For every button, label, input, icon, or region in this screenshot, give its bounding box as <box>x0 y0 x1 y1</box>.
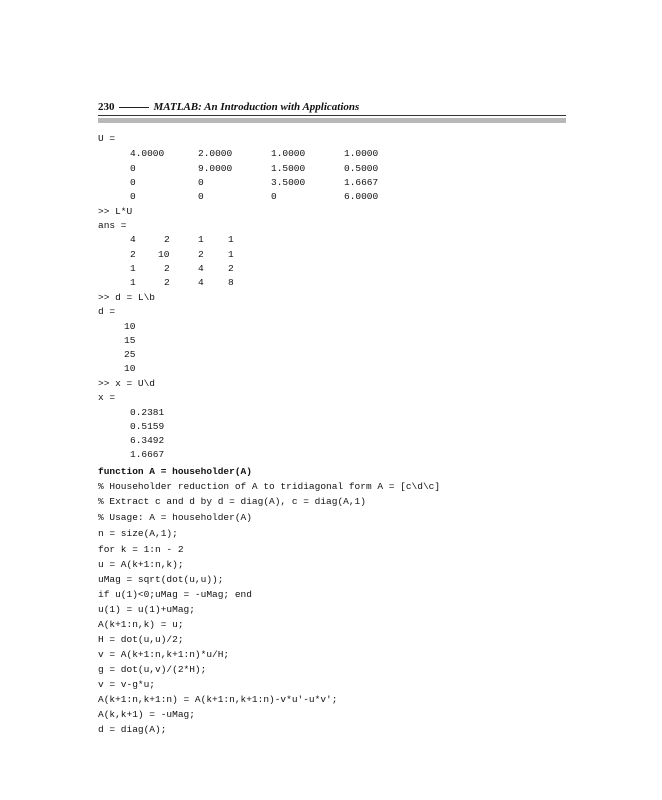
vector-cell: 0.5159 <box>130 421 165 432</box>
matrix-cell: 1 <box>198 234 204 245</box>
matrix-cell: 2 <box>164 277 170 288</box>
matrix-cell: 4 <box>198 263 204 274</box>
matrix-cell: 2 <box>228 263 234 274</box>
matrix-cell: 6.0000 <box>344 191 379 202</box>
matrix-cell: 0.5000 <box>344 163 379 174</box>
code-line: v = A(k+1:n,k+1:n)*u/H; <box>98 649 230 660</box>
matrix-cell: 2 <box>130 249 136 260</box>
page-number: 230 <box>98 101 115 113</box>
matrix-cell: 0 <box>130 163 136 174</box>
matrix-cell: 2 <box>198 249 204 260</box>
matrix-cell: 4 <box>198 277 204 288</box>
matrix-cell: 1.6667 <box>344 177 379 188</box>
vector-cell: 1.6667 <box>130 449 165 460</box>
code-line: for k = 1:n - 2 <box>98 544 184 555</box>
vector-cell: 6.3492 <box>130 435 165 446</box>
matrix-cell: 1 <box>228 249 234 260</box>
command-line: >> x = U\d <box>98 378 156 389</box>
vector-cell: 25 <box>124 349 136 360</box>
code-line: u(1) = u(1)+uMag; <box>98 604 195 615</box>
matrix-cell: 9.0000 <box>198 163 233 174</box>
matrix-cell: 10 <box>158 249 170 260</box>
code-line: A(k,k+1) = -uMag; <box>98 709 195 720</box>
matrix-cell: 0 <box>130 191 136 202</box>
code-line: H = dot(u,u)/2; <box>98 634 184 645</box>
code-line: u = A(k+1:n,k); <box>98 559 184 570</box>
comment-line: % Extract c and d by d = diag(A), c = diag(A,1) <box>98 496 366 507</box>
code-line: n = size(A,1); <box>98 528 178 539</box>
d-label: d = <box>98 306 116 317</box>
code-line: g = dot(u,v)/(2*H); <box>98 664 207 675</box>
matrix-cell: 1 <box>130 277 136 288</box>
matrix-cell: 1.0000 <box>271 148 306 159</box>
function-signature: function A = householder(A) <box>98 466 252 477</box>
code-line: A(k+1:n,k+1:n) = A(k+1:n,k+1:n)-v*u'-u*v'; <box>98 694 338 705</box>
x-label: x = <box>98 392 116 403</box>
matrix-cell: 1.5000 <box>271 163 306 174</box>
matrix-cell: 0 <box>198 177 204 188</box>
matrix-cell: 3.5000 <box>271 177 306 188</box>
matrix-cell: 2 <box>164 263 170 274</box>
u-label: U = <box>98 133 116 144</box>
matrix-cell: 8 <box>228 277 234 288</box>
vector-cell: 10 <box>124 363 136 374</box>
matrix-cell: 1.0000 <box>344 148 379 159</box>
book-title: MATLAB: An Introduction with Applications <box>153 101 360 113</box>
header-rule-thin <box>98 115 566 116</box>
matrix-cell: 2.0000 <box>198 148 233 159</box>
command-line: >> L*U <box>98 206 133 217</box>
matrix-cell: 0 <box>130 177 136 188</box>
vector-cell: 15 <box>124 335 136 346</box>
matrix-cell: 1 <box>228 234 234 245</box>
code-line: if u(1)<0;uMag = -uMag; end <box>98 589 252 600</box>
matrix-cell: 1 <box>130 263 136 274</box>
header-rule-thick <box>98 118 566 123</box>
matrix-cell: 4 <box>130 234 136 245</box>
comment-line: % Usage: A = householder(A) <box>98 512 252 523</box>
vector-cell: 0.2381 <box>130 407 165 418</box>
command-line: >> d = L\b <box>98 292 156 303</box>
matrix-cell: 2 <box>164 234 170 245</box>
running-header <box>98 101 566 115</box>
code-line: A(k+1:n,k) = u; <box>98 619 184 630</box>
matrix-cell: 4.0000 <box>130 148 165 159</box>
matrix-cell: 0 <box>198 191 204 202</box>
code-line: uMag = sqrt(dot(u,u)); <box>98 574 224 585</box>
code-line: d = diag(A); <box>98 724 167 735</box>
ans-label: ans = <box>98 220 127 231</box>
code-line: v = v-g*u; <box>98 679 156 690</box>
matrix-cell: 0 <box>271 191 277 202</box>
vector-cell: 10 <box>124 321 136 332</box>
header-dash <box>119 107 149 108</box>
comment-line: % Householder reduction of A to tridiagonal form A = [c\d\c] <box>98 481 441 492</box>
